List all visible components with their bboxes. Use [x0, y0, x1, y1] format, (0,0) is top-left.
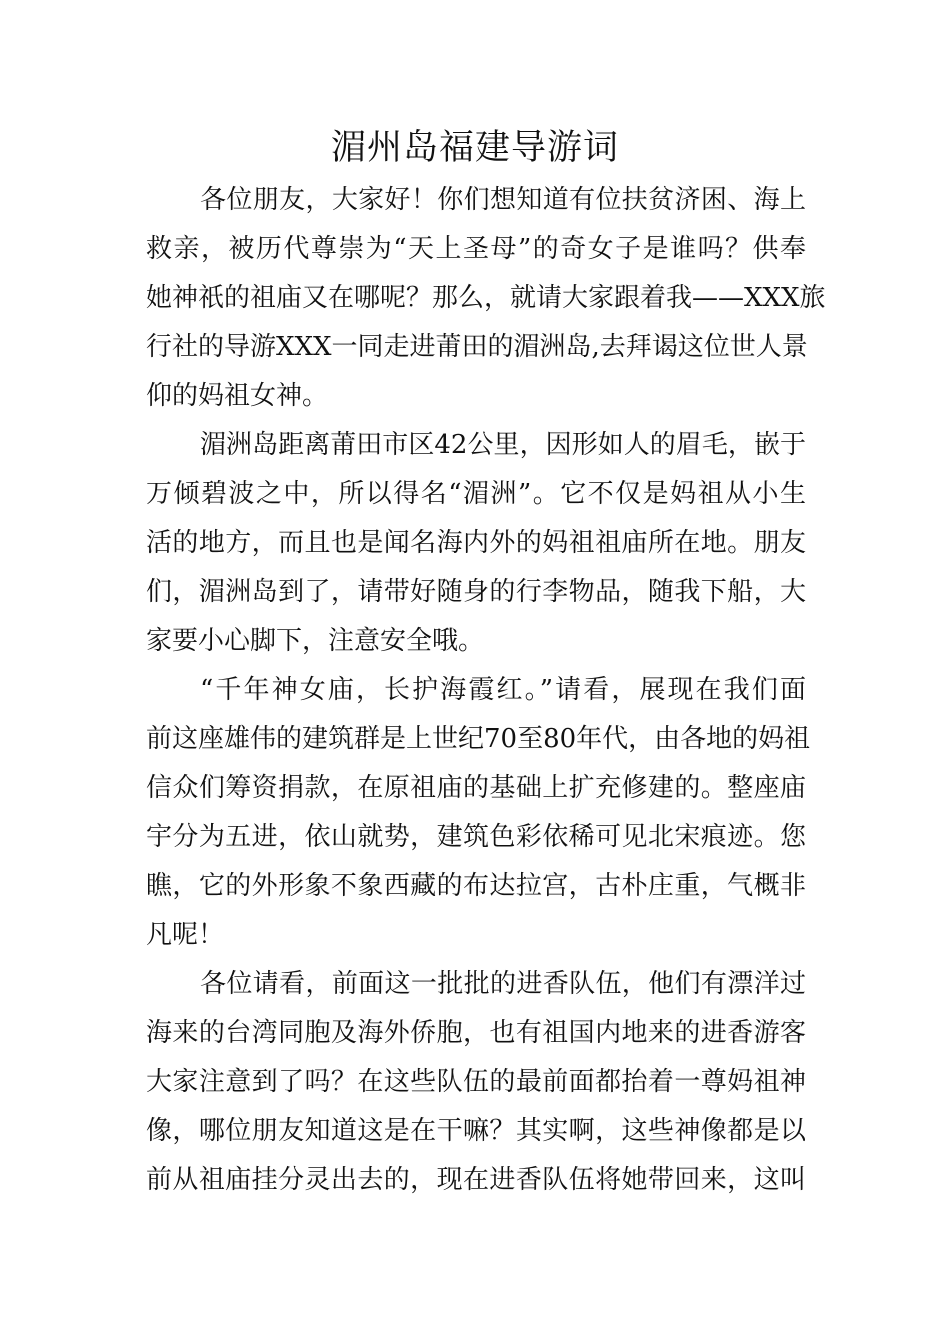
text-line: 前这座雄伟的建筑群是上世纪70至80年代，由各地的妈祖 [146, 724, 811, 754]
paragraph-3 [146, 666, 811, 960]
text-line: 万倾碧波之中，所以得名“湄洲”。它不仅是妈祖从小生 [146, 479, 806, 509]
text-line: 凡呢！ [146, 920, 225, 950]
text-line: 各位朋友，大家好！你们想知道有位扶贫济困、海上 [200, 185, 806, 215]
text-line: 大家注意到了吗？在这些队伍的最前面都抬着一尊妈祖神 [146, 1067, 806, 1097]
text-line: “千年神女庙，长护海霞红。”请看，展现在我们面 [200, 675, 806, 705]
text-line: 瞧，它的外形象不象西藏的布达拉宫，古朴庄重，气概非 [146, 871, 806, 901]
text-line: 她神祇的祖庙又在哪呢？那么，就请大家跟着我——XXX旅 [146, 283, 826, 313]
text-line: 信众们筹资捐款，在原祖庙的基础上扩充修建的。整座庙 [146, 773, 806, 803]
text-line: 前从祖庙挂分灵出去的，现在进香队伍将她带回来，这叫 [146, 1165, 806, 1195]
text-line: 宇分为五进，依山就势，建筑色彩依稀可见北宋痕迹。您 [146, 822, 806, 852]
text-line: 行社的导游XXX一同走进莆田的湄洲岛,去拜谒这位世人景 [146, 332, 808, 362]
text-line: 仰的妈祖女神。 [146, 381, 329, 411]
text-line: 像，哪位朋友知道这是在干嘛？其实啊，这些神像都是以 [146, 1116, 806, 1146]
document-title: 湄州岛福建导游词 [330, 128, 619, 168]
text-line: 海来的台湾同胞及海外侨胞，也有祖国内地来的进香游客 [146, 1018, 806, 1048]
text-line: 各位请看，前面这一批批的进香队伍，他们有漂洋过 [200, 969, 806, 999]
text-line: 们，湄洲岛到了，请带好随身的行李物品，随我下船，大 [146, 577, 806, 607]
paragraph-4 [146, 960, 806, 1205]
text-line: 家要小心脚下，注意安全哦。 [146, 626, 485, 656]
paragraph-2 [146, 421, 806, 666]
text-line: 活的地方，而且也是闻名海内外的妈祖祖庙所在地。朋友 [146, 528, 806, 558]
text-line: 湄洲岛距离莆田市区42公里，因形如人的眉毛，嵌于 [200, 430, 806, 460]
text-line: 救亲，被历代尊崇为“天上圣母”的奇女子是谁吗？供奉 [146, 234, 806, 264]
paragraph-1 [146, 176, 826, 421]
document-body [146, 176, 826, 1205]
